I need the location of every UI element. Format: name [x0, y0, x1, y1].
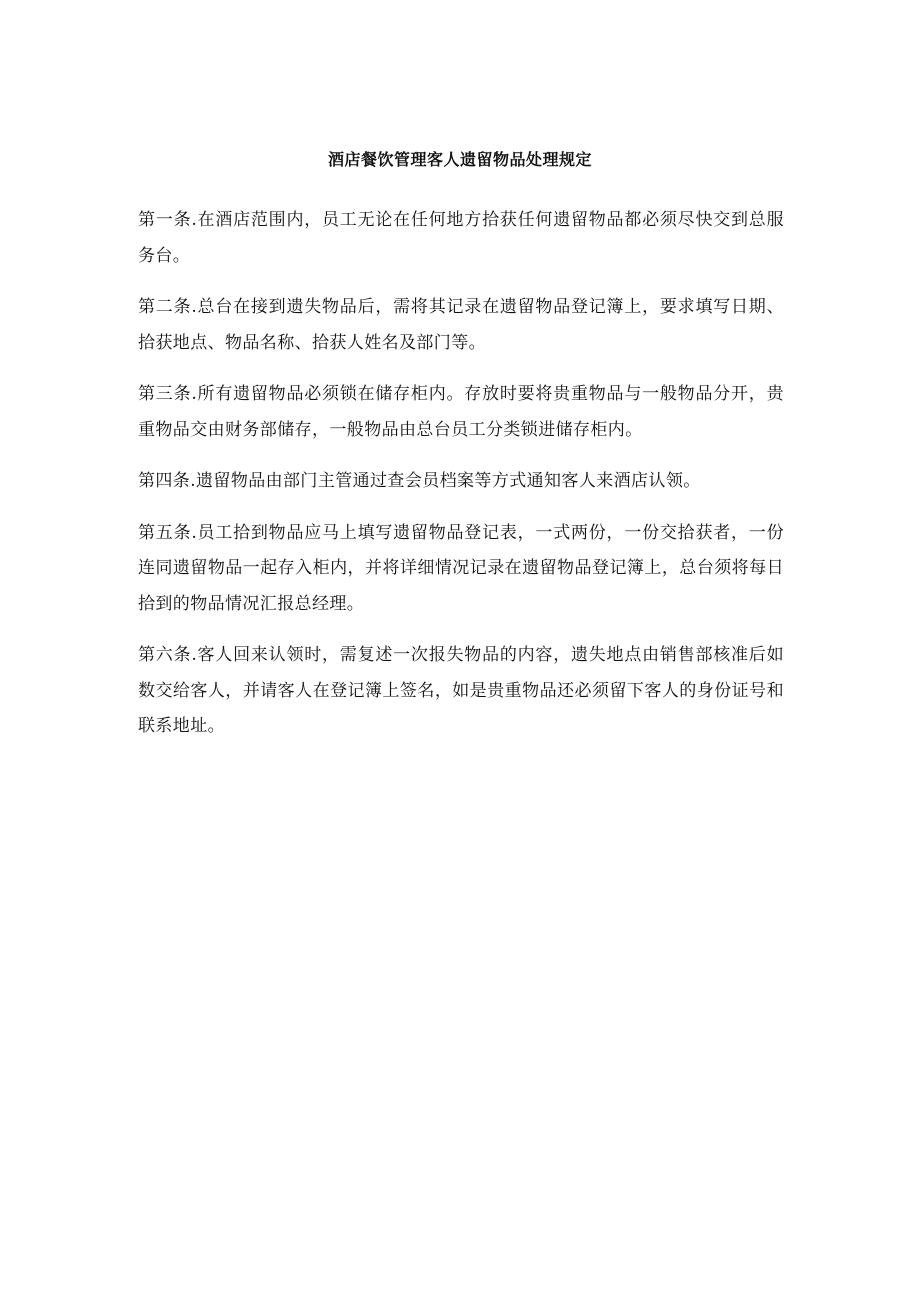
article-list	[138, 203, 784, 761]
article-number: 第一条.	[138, 210, 198, 230]
article-3	[138, 377, 784, 448]
article-number: 第二条.	[138, 297, 198, 317]
article-text: 客人回来认领时，需复述一次报失物品的内容，遗失地点由销售部核准后如数交给客人，并请客人在登记簿上签名，如是贵重物品还必须留下客人的身份证号和联系地址。	[138, 645, 784, 736]
article-number: 第三条.	[138, 384, 198, 404]
article-1	[138, 203, 784, 274]
article-text: 所有遗留物品必须锁在储存柜内。存放时要将贵重物品与一般物品分开，贵重物品交由财务部储存，一般物品由总台员工分类锁进储存柜内。	[138, 384, 784, 440]
article-text: 总台在接到遗失物品后，需将其记录在遗留物品登记簿上，要求填写日期、拾获地点、物品名称、拾获人姓名及部门等。	[138, 297, 784, 353]
article-5	[138, 516, 784, 623]
article-number: 第六条.	[138, 645, 198, 665]
article-2	[138, 290, 784, 361]
article-number: 第四条.	[138, 471, 197, 491]
article-6	[138, 638, 784, 745]
article-number: 第五条.	[138, 522, 198, 543]
article-text: 遗留物品由部门主管通过查会员档案等方式通知客人来酒店认领。	[196, 471, 701, 491]
article-text: 在酒店范围内，员工无论在任何地方拾获任何遗留物品都必须尽快交到总服务台。	[138, 210, 784, 266]
page-title: 酒店餐饮管理客人遗留物品处理规定	[327, 150, 592, 169]
article-4	[138, 464, 784, 500]
article-text: 员工拾到物品应马上填写遗留物品登记表，一式两份，一份交拾获者，一份连同遗留物品一起存入柜内，并将详细情况记录在遗留物品登记簿上，总台须将每日拾到的物品情况汇报总经理。	[138, 522, 784, 614]
